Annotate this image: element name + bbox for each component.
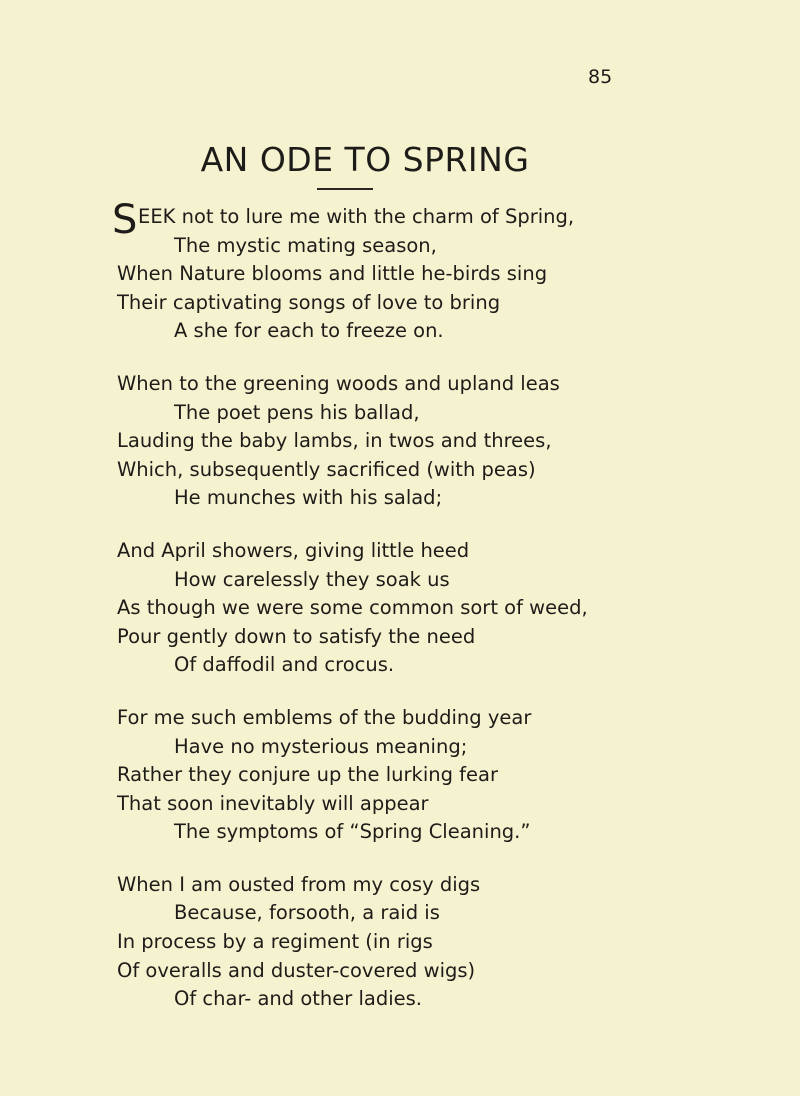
poem-line: When I am ousted from my cosy digs <box>117 872 481 896</box>
poem-line: How carelessly they soak us <box>174 567 450 591</box>
poem-line: That soon inevitably will appear <box>117 791 429 815</box>
poem-line: The symptoms of “Spring Cleaning.” <box>174 820 531 844</box>
poem-line: When to the greening woods and upland leas <box>117 371 560 395</box>
stanza <box>117 704 787 847</box>
poem-line: Have no mysterious meaning; <box>174 734 468 758</box>
drop-cap: S <box>112 197 138 243</box>
poem-line: Because, forsooth, a raid is <box>174 901 440 925</box>
stanza <box>117 871 787 1014</box>
poem-title: AN ODE TO SPRING <box>200 140 530 179</box>
poem-line: In process by a regiment (in rigs <box>117 930 433 954</box>
title-rule <box>317 188 373 190</box>
poem-line: As though we were some common sort of weed, <box>117 596 588 620</box>
poem-line: When Nature blooms and little he-birds sing <box>117 262 548 286</box>
stanza <box>112 197 787 346</box>
poem-line: A she for each to freeze on. <box>174 319 444 343</box>
poem-line: Which, subsequently sacrificed (with peas) <box>117 457 536 481</box>
poem-line: And April showers, giving little heed <box>117 538 470 562</box>
poem-line: Pour gently down to satisfy the need <box>117 624 476 648</box>
stanza <box>117 537 787 680</box>
poem-line: Of overalls and duster-covered wigs) <box>117 958 476 982</box>
page-number: 85 <box>588 66 613 88</box>
first-line-text: EEK not to lure me with the charm of Spring, <box>138 205 575 228</box>
poem-line: For me such emblems of the budding year <box>117 705 532 729</box>
poem-body <box>112 197 787 1038</box>
poem-line: The poet pens his ballad, <box>174 400 420 424</box>
poem-line: Their captivating songs of love to bring <box>117 290 501 314</box>
poem-line: Of daffodil and crocus. <box>174 653 395 677</box>
poem-line: Rather they conjure up the lurking fear <box>117 763 499 787</box>
stanza <box>117 370 787 513</box>
poem-line <box>112 197 787 243</box>
poem-line: The mystic mating season, <box>174 233 437 257</box>
poem-line: Lauding the baby lambs, in twos and threes, <box>117 429 552 453</box>
poem-line: Of char- and other ladies. <box>174 987 422 1011</box>
poem-line: He munches with his salad; <box>174 486 443 510</box>
